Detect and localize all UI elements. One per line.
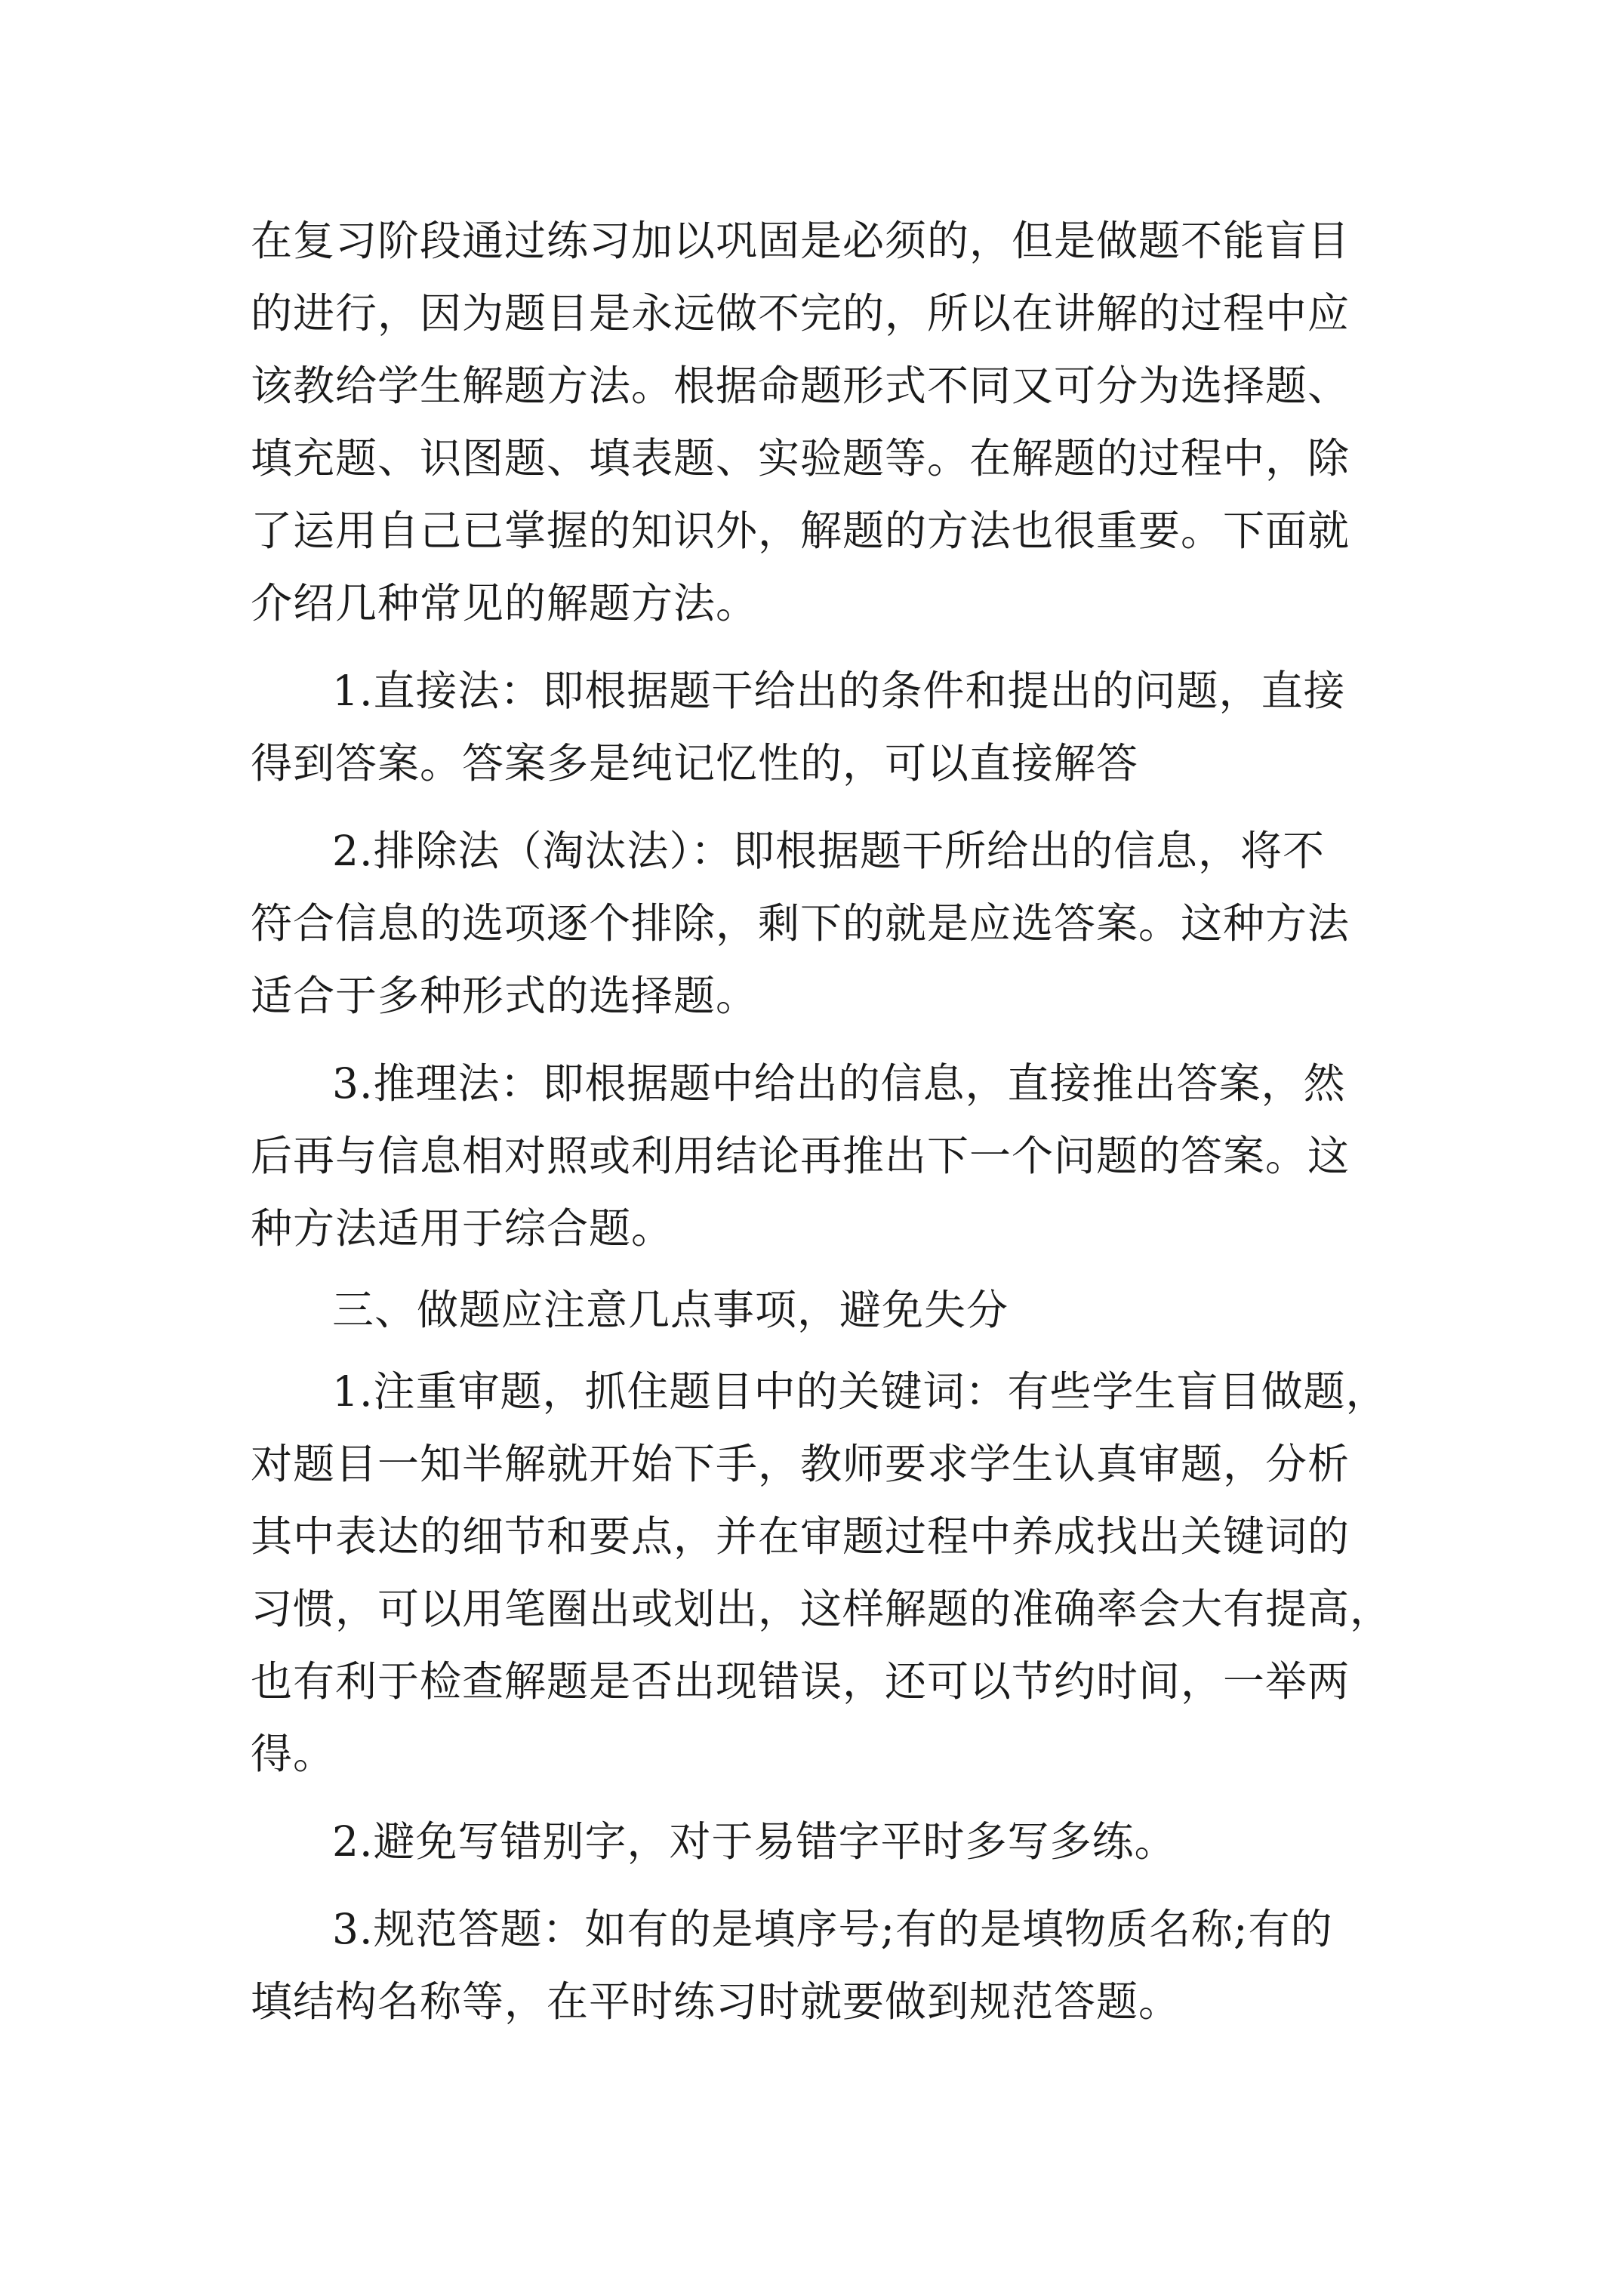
text-line: 填充题、识图题、填表题、实验题等。在解题的过程中，除 — [251, 434, 1350, 482]
text-line: 该教给学生解题方法。根据命题形式不同又可分为选择题、 — [251, 362, 1350, 410]
text-line: 习惯，可以用笔圈出或划出，这样解题的准确率会大有提高， — [251, 1585, 1393, 1633]
text-line: 了运用自己已掌握的知识外，解题的方法也很重要。下面就 — [251, 507, 1350, 555]
text-line: 填结构名称等，在平时练习时就要做到规范答题。 — [251, 1977, 1181, 2026]
text-line: 种方法适用于综合题。 — [251, 1204, 674, 1253]
section-heading: 三、做题应注意几点事项，避免失分 — [332, 1286, 1009, 1334]
text-line: 对题目一知半解就开始下手，教师要求学生认真审题，分析 — [251, 1440, 1350, 1488]
text-line: 其中表达的细节和要点，并在审题过程中养成找出关键词的 — [251, 1512, 1350, 1561]
text-line: 1.直接法：即根据题干给出的条件和提出的问题，直接 — [332, 667, 1346, 715]
text-line: 也有利于检查解题是否出现错误，还可以节约时间，一举两 — [251, 1657, 1350, 1706]
text-line: 后再与信息相对照或利用结论再推出下一个问题的答案。这 — [251, 1132, 1350, 1180]
text-line: 得。 — [251, 1730, 336, 1778]
text-line: 适合于多种形式的选择题。 — [251, 972, 759, 1020]
text-line: 2.避免写错别字，对于易错字平时多写多练。 — [332, 1817, 1177, 1866]
text-line: 介绍几种常见的解题方法。 — [251, 579, 759, 627]
text-line: 符合信息的选项逐个排除，剩下的就是应选答案。这种方法 — [251, 899, 1350, 948]
text-line: 2.排除法（淘汰法）：即根据题干所给出的信息，将不 — [332, 827, 1325, 875]
text-line: 1.注重审题，抓住题目中的关键词：有些学生盲目做题， — [332, 1367, 1388, 1416]
text-line: 3.推理法：即根据题中给出的信息，直接推出答案，然 — [332, 1059, 1346, 1108]
text-line: 得到答案。答案多是纯记忆性的，可以直接解答 — [251, 739, 1139, 787]
text-line: 3.规范答题：如有的是填序号;有的是填物质名称;有的 — [332, 1905, 1333, 1953]
text-line: 在复习阶段通过练习加以巩固是必须的，但是做题不能盲目 — [251, 217, 1350, 265]
text-line: 的进行，因为题目是永远做不完的，所以在讲解的过程中应 — [251, 289, 1350, 337]
